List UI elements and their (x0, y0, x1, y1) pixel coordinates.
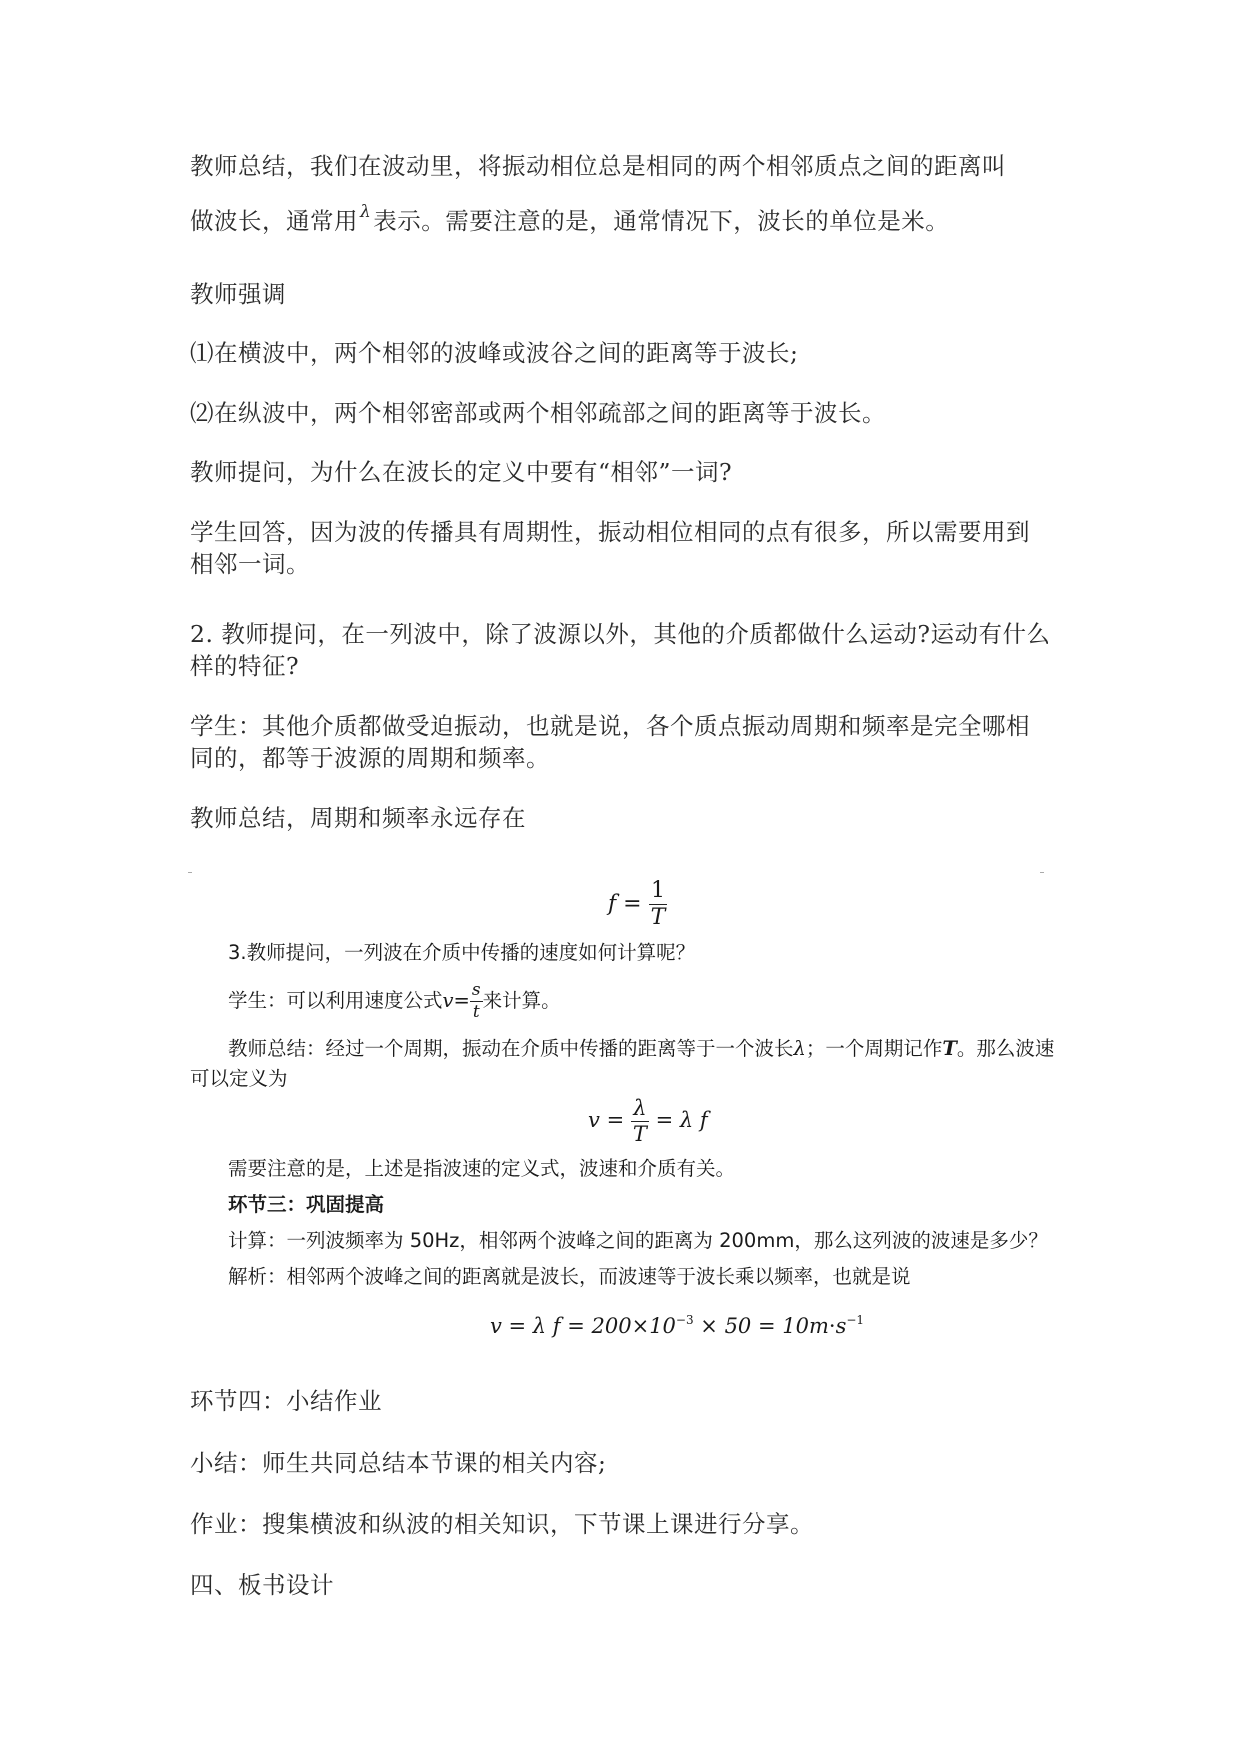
eq2-equals: = (606, 1108, 625, 1132)
eq3-part-a: v = λ f = 200×10 (490, 1314, 676, 1338)
p1-line2-end: 表示。需要注意的是，通常情况下，波长的单位是米。 (373, 207, 950, 235)
equation-wave-speed (588, 1098, 708, 1145)
eq2-fraction (631, 1098, 649, 1145)
eq3-part-b: × 50 = 10 (693, 1314, 809, 1338)
board-design-heading: 四、板书设计 (190, 1571, 334, 1599)
p1-line2 (190, 202, 1060, 240)
inset-corner-mark (188, 872, 192, 873)
eq3-dot: · (828, 1314, 836, 1338)
eq3-exponent-2: −1 (846, 1313, 865, 1327)
question-2: 2. 教师提问，在一列波中，除了波源以外，其他的介质都做什么运动?运动有什么样的特征? (190, 620, 1051, 680)
note-definition: 需要注意的是，上述是指波速的定义式，波速和介质有关。 (228, 1157, 736, 1180)
eq2-numerator: λ (631, 1098, 649, 1122)
homework-text: 作业：搜集横波和纵波的相关知识，下节课上课进行分享。 (190, 1510, 814, 1538)
point-1: ⑴在横波中，两个相邻的波峰或波谷之间的距离等于波长; (190, 339, 799, 367)
teacher-T: T (942, 1037, 957, 1060)
section-4-heading: 环节四：小结作业 (190, 1387, 382, 1415)
section-3-heading: 环节三：巩固提高 (228, 1193, 385, 1216)
answer-1: 学生回答，因为波的传播具有周期性，振动相位相同的点有很多，所以需要用到相邻一词。 (190, 518, 1030, 578)
question-3: 3.教师提问，一列波在介质中传播的速度如何计算呢？ (228, 941, 696, 964)
eq3-exponent-1: −3 (675, 1313, 694, 1327)
eq1-lhs: f (608, 891, 617, 917)
eq2-denominator: T (632, 1122, 647, 1146)
teacher-lambda: λ (793, 1037, 806, 1060)
p1-line2-start: 做波长，通常用 (190, 207, 358, 235)
teacher-summary-3-b: ；一个周期记作 (805, 1037, 943, 1060)
inset-corner-mark (1040, 872, 1044, 873)
student-answer-3-start: 学生：可以利用速度公式 (228, 989, 443, 1012)
calculation-problem: 计算：一列波频率为 50Hz，相邻两个波峰之间的距离为 200mm，那么这列波的波速是多少？ (228, 1229, 1048, 1252)
summary-1: 教师总结，周期和频率永远存在 (190, 804, 526, 832)
student-answer-3-end: 来计算。 (482, 989, 561, 1012)
teacher-summary-3-line2: 可以定义为 (190, 1067, 288, 1090)
student-v: v (442, 989, 454, 1012)
eq2-lhs: v (588, 1108, 600, 1132)
question-1: 教师提问，为什么在波长的定义中要有“相邻”一词? (190, 458, 733, 486)
lambda-symbol: λ (360, 202, 372, 222)
emphasis-heading: 教师强调 (190, 280, 286, 308)
eq1-denominator: T (650, 905, 666, 930)
eq2-rhs: = λ f (655, 1108, 708, 1132)
student-fraction (470, 982, 483, 1021)
teacher-summary-3-c: 。那么波速 (956, 1037, 1055, 1060)
teacher-summary-3 (228, 1036, 1054, 1062)
eq1-numerator: 1 (649, 880, 668, 905)
eq1-fraction (649, 880, 668, 929)
eq1-equals: = (623, 891, 642, 917)
student-answer-3 (228, 982, 561, 1021)
student-numerator: s (471, 980, 481, 1000)
student-denominator: t (472, 1002, 480, 1022)
eq3-unit-m: m (808, 1314, 829, 1338)
point-2: ⑵在纵波中，两个相邻密部或两个相邻疏部之间的距离等于波长。 (190, 399, 886, 427)
answer-2: 学生：其他介质都做受迫振动，也就是说，各个质点振动周期和频率是完全哪相同的，都等于波源的周期和频率。 (190, 712, 1030, 772)
eq3-unit-s: s (835, 1314, 847, 1338)
summary-text: 小结：师生共同总结本节课的相关内容; (190, 1449, 607, 1477)
equation-calculation (490, 1314, 864, 1338)
equation-frequency (608, 880, 667, 929)
p1-line1: 教师总结，我们在波动里，将振动相位总是相同的两个相邻质点之间的距离叫 (190, 152, 1006, 180)
teacher-summary-3-a: 教师总结：经过一个周期，振动在介质中传播的距离等于一个波长 (228, 1037, 794, 1060)
analysis: 解析：相邻两个波峰之间的距离就是波长，而波速等于波长乘以频率，也就是说 (228, 1265, 911, 1288)
student-equals: = (453, 989, 470, 1012)
